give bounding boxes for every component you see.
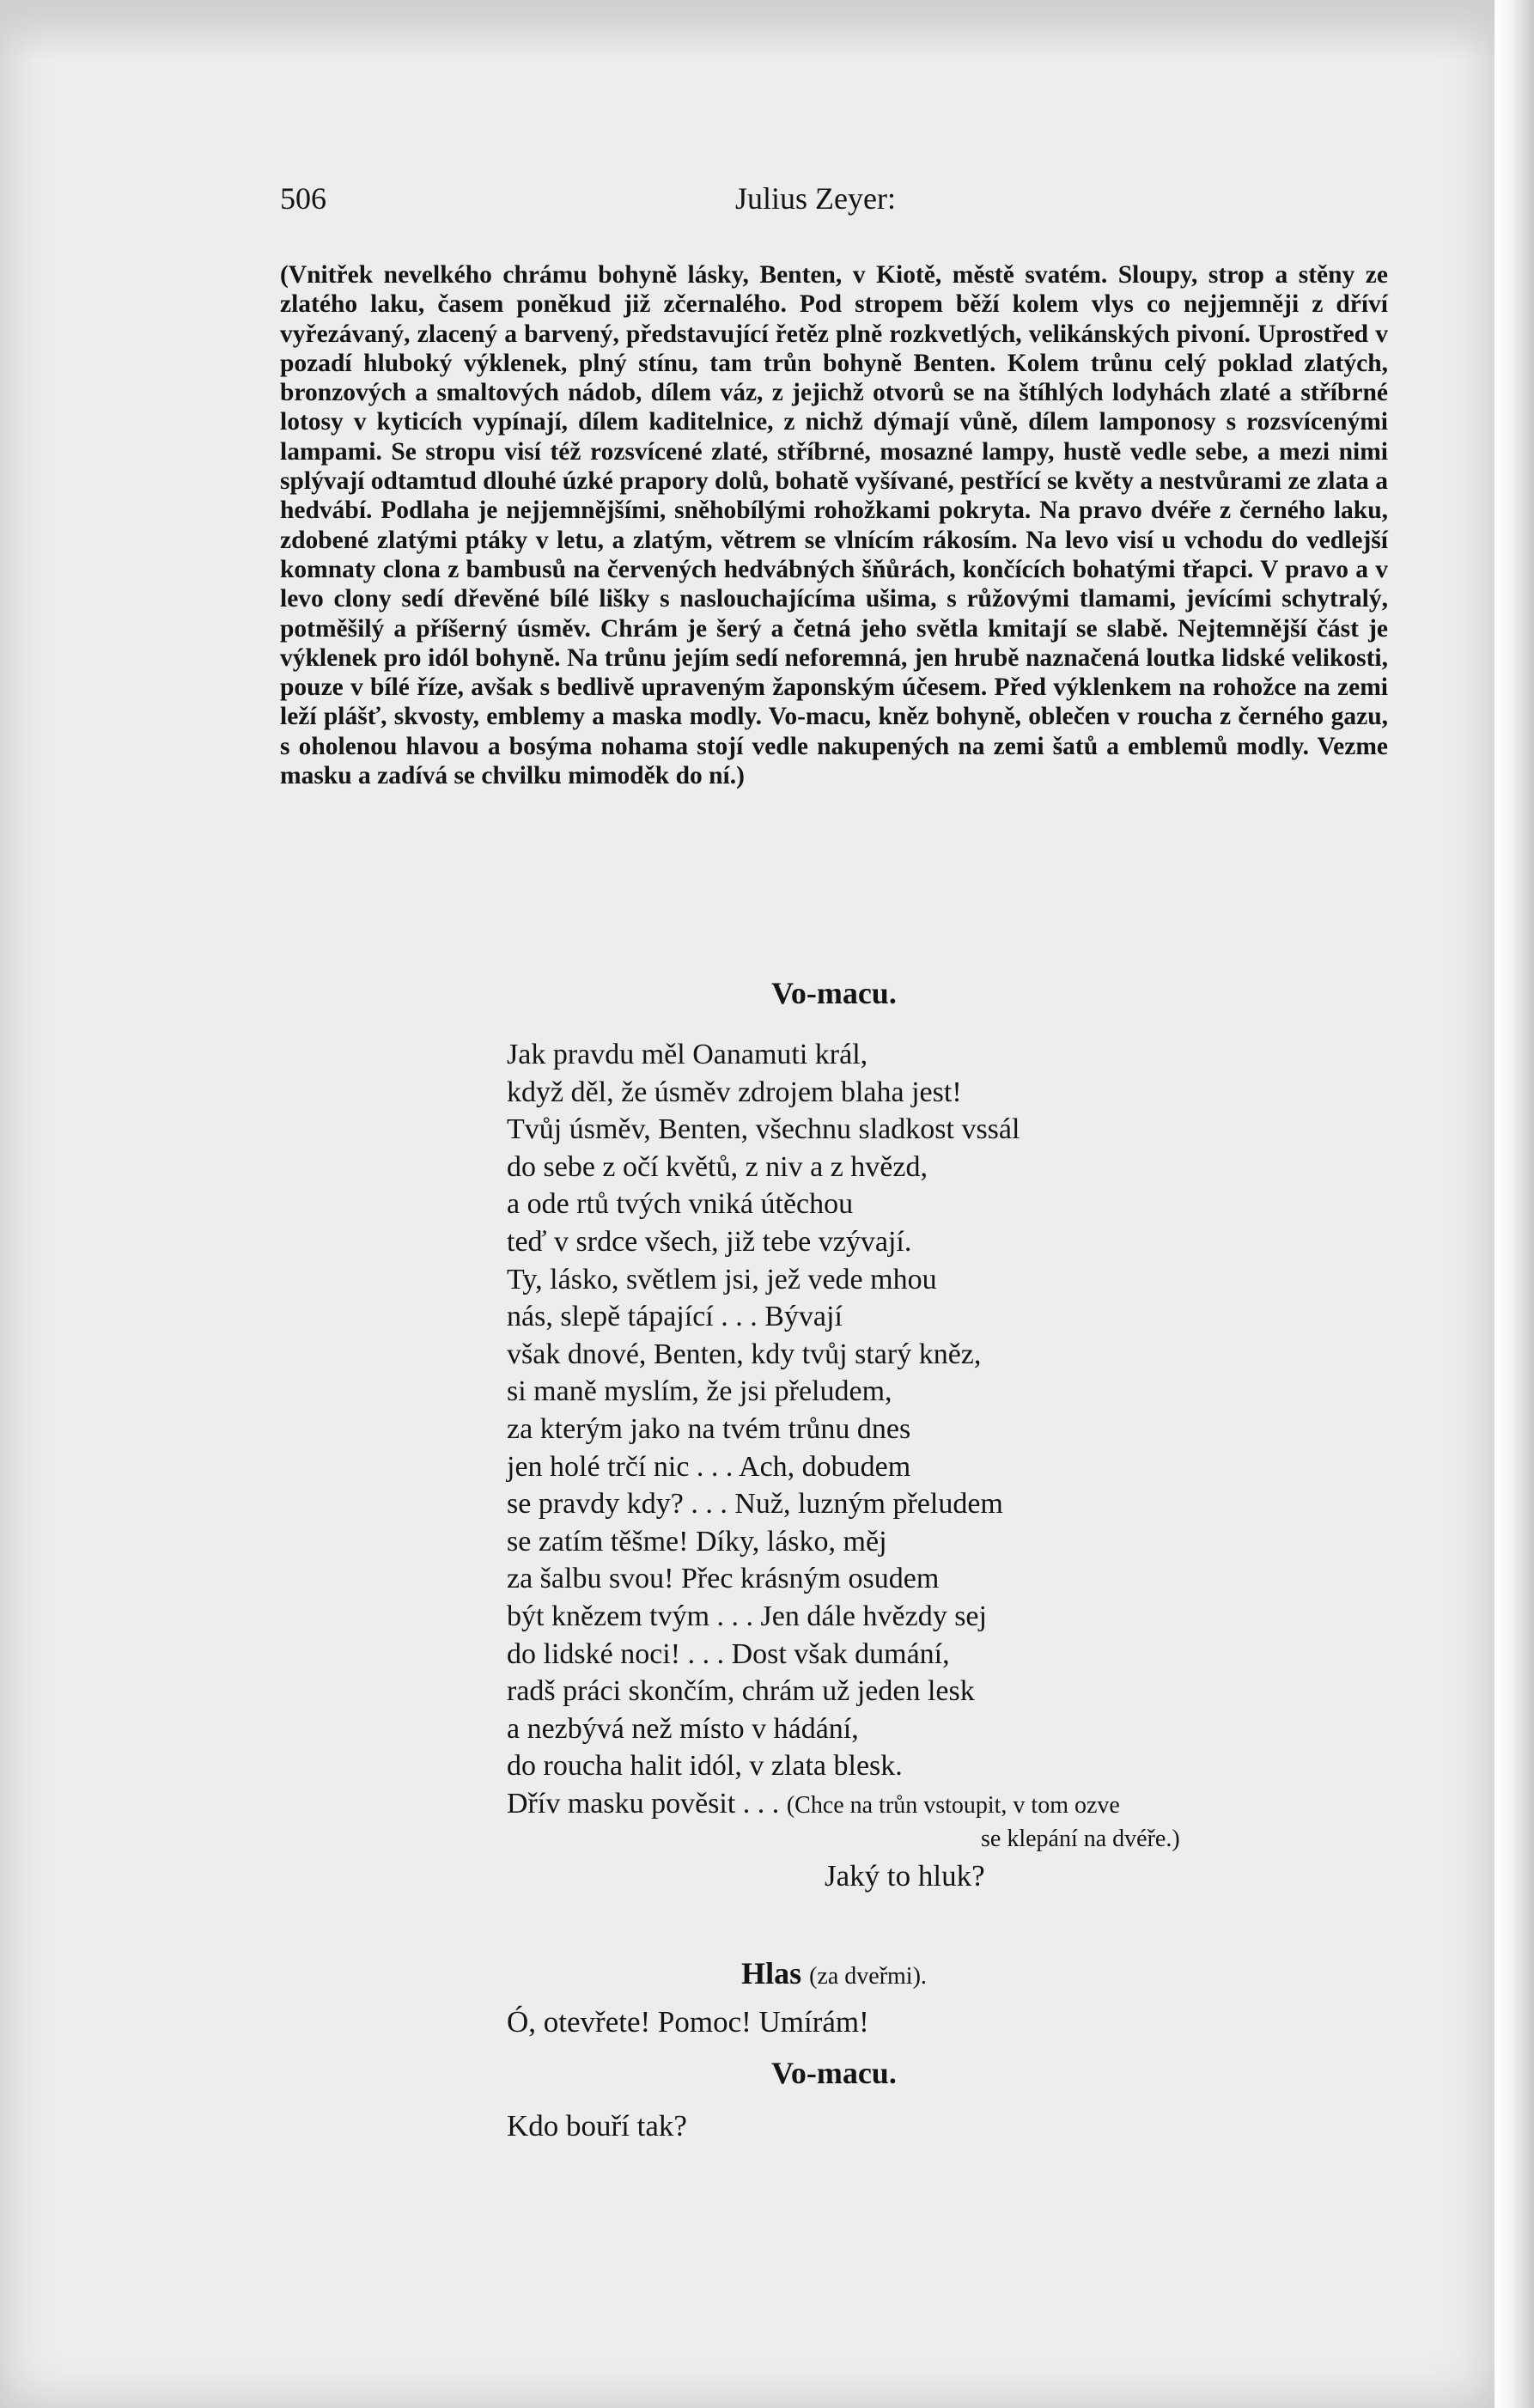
verse-line-indented: Jaký to hluk?	[825, 1859, 985, 1893]
verse-line: Ty, lásko, světlem jsi, jež vede mhou	[507, 1263, 937, 1295]
verse-line-text: Dřív masku pověsit . . .	[507, 1787, 780, 1820]
verse-line: a ode rtů tvých vniká útěchou	[507, 1188, 854, 1221]
stage-direction: (Vnitřek nevelkého chrámu bohyně lásky, Benten, v Kiotě, městě svatém. Sloupy, strop a stěny ze zlatého laku, časem poněkud již zčernalého. Pod stropem běží kolem vlys co nejjemněji z dříví vyřezávaný, zlacený a barvený, představující řetěz plně rozkvetlých, velikánských pivoní. Uprostřed v pozadí hluboký výklenek, plný stínu, tam trůn bohyně Benten. Kolem trůnu celý poklad zlatých, bronzových a smaltových nádob, dílem váz, z jejichž otvorů se na štíhlých lodyhách zlaté a stříbrné lotosy v kyticích vypínají, dílem kaditelnice, z nichž dýmají vůně, dílem lamponosy s rozsvícenými lampami. Se stropu visí též rozsvícené zlaté, stříbrné, mosazné lampy, hustě vedle sebe, a mezi nimi splývají odtamtud dlouhé úzké prapory dolů, bohatě vyšívané, pestřící se květy a nestvůrami ze zlata a hedvábí. Podlaha je nejjemnějšími, sněhobílými rohožkami pokryta. Na pravo dvéře z černého laku, zdobené zlatými ptáky v letu, a zlatým, větrem se vlnícím rákosím. Na levo visí u vchodu do vedlejší komnaty clona z bambusů na červených hedvábných šňůrách, končících bohatými třapci. V pravo a v levo clony sedí dřevěné bílé lišky s naslouchajícíma ušima, s růžovými tlamami, jevícími schytralý, potměšilý a příšerný úsměv. Chrám je šerý a četná jeho světla kmitají se slabě. Nejtemnější část je výklenek pro idól bohyně. Na trůnu jejím sedí neforemná, jen hrubě naznačená loutka lidské velikosti, pouze v bílé říze, avšak s bedlivě upraveným žaponským účesem. Před výklenkem na rohožce na zemi leží plášť, skvosty, emblemy a maska modly. Vo-macu, kněz bohyně, oblečen v roucha z černého gazu, s oholenou hlavou a bosýma nohama stojí vedle nakupených na zemi šatů a emblemů modly. Vezme masku a zadívá se chvilku mimoděk do ní.)	[280, 261, 1388, 790]
verse-line-with-direction	[507, 1785, 1391, 1823]
verse-line: však dnové, Benten, kdy tvůj starý kněz,	[507, 1338, 982, 1370]
verse-line: a nezbývá než místo v hádání,	[507, 1712, 859, 1745]
speaker-heading: Vo-macu.	[771, 976, 897, 1010]
verse-line: se zatím těšme! Díky, lásko, měj	[507, 1525, 887, 1558]
running-head: Julius Zeyer:	[735, 181, 896, 216]
page-header	[280, 180, 1388, 215]
verse-line: být knězem tvým . . . Jen dále hvězdy sej	[507, 1600, 987, 1632]
verse-line: si maně myslím, že jsi přeludem,	[507, 1375, 892, 1408]
verse-line: za kterým jako na tvém trůnu dnes	[507, 1412, 911, 1445]
inline-stage-direction: (Chce na trůn vstoupit, v tom ozve	[786, 1791, 1120, 1819]
verse-line: Tvůj úsměv, Benten, všechnu sladkost vssál	[507, 1113, 1020, 1146]
scan-top-shading	[0, 0, 1494, 60]
speaker-heading-2: Vo-macu.	[771, 2056, 897, 2090]
voice-heading	[280, 1955, 1388, 1991]
verse-block	[507, 1036, 1391, 1822]
verse-line: když děl, že úsměv zdrojem blaha jest!	[507, 1076, 962, 1108]
voice-line: Ó, otevřete! Pomoc! Umírám!	[507, 2005, 869, 2039]
verse-line: jen holé trčí nic . . . Ach, dobudem	[507, 1450, 911, 1483]
verse-line: nás, slepě tápající . . . Bývají	[507, 1301, 843, 1333]
final-verse-line: Kdo bouří tak?	[507, 2109, 687, 2143]
verse-line: se pravdy kdy? . . . Nuž, luzným přeludem	[507, 1488, 1003, 1521]
stage-direction-continuation: se klepání na dvéře.)	[981, 1826, 1180, 1852]
voice-direction: (za dveřmi).	[809, 1963, 927, 1990]
verse-line: za šalbu svou! Přec krásným osudem	[507, 1563, 940, 1595]
page-edge	[1494, 0, 1534, 2408]
verse-line: do sebe z očí květů, z niv a z hvězd,	[507, 1150, 928, 1183]
verse-line: radš práci skončím, chrám už jeden lesk	[507, 1675, 975, 1708]
verse-line: do lidské noci! . . . Dost však dumání,	[507, 1637, 950, 1670]
page-number: 506	[280, 181, 326, 216]
verse-line: teď v srdce všech, již tebe vzývají.	[507, 1225, 912, 1258]
verse-line: Jak pravdu měl Oanamuti král,	[507, 1039, 868, 1070]
verse-line: do roucha halit idól, v zlata blesk.	[507, 1750, 903, 1783]
voice-name: Hlas	[741, 1956, 802, 1990]
